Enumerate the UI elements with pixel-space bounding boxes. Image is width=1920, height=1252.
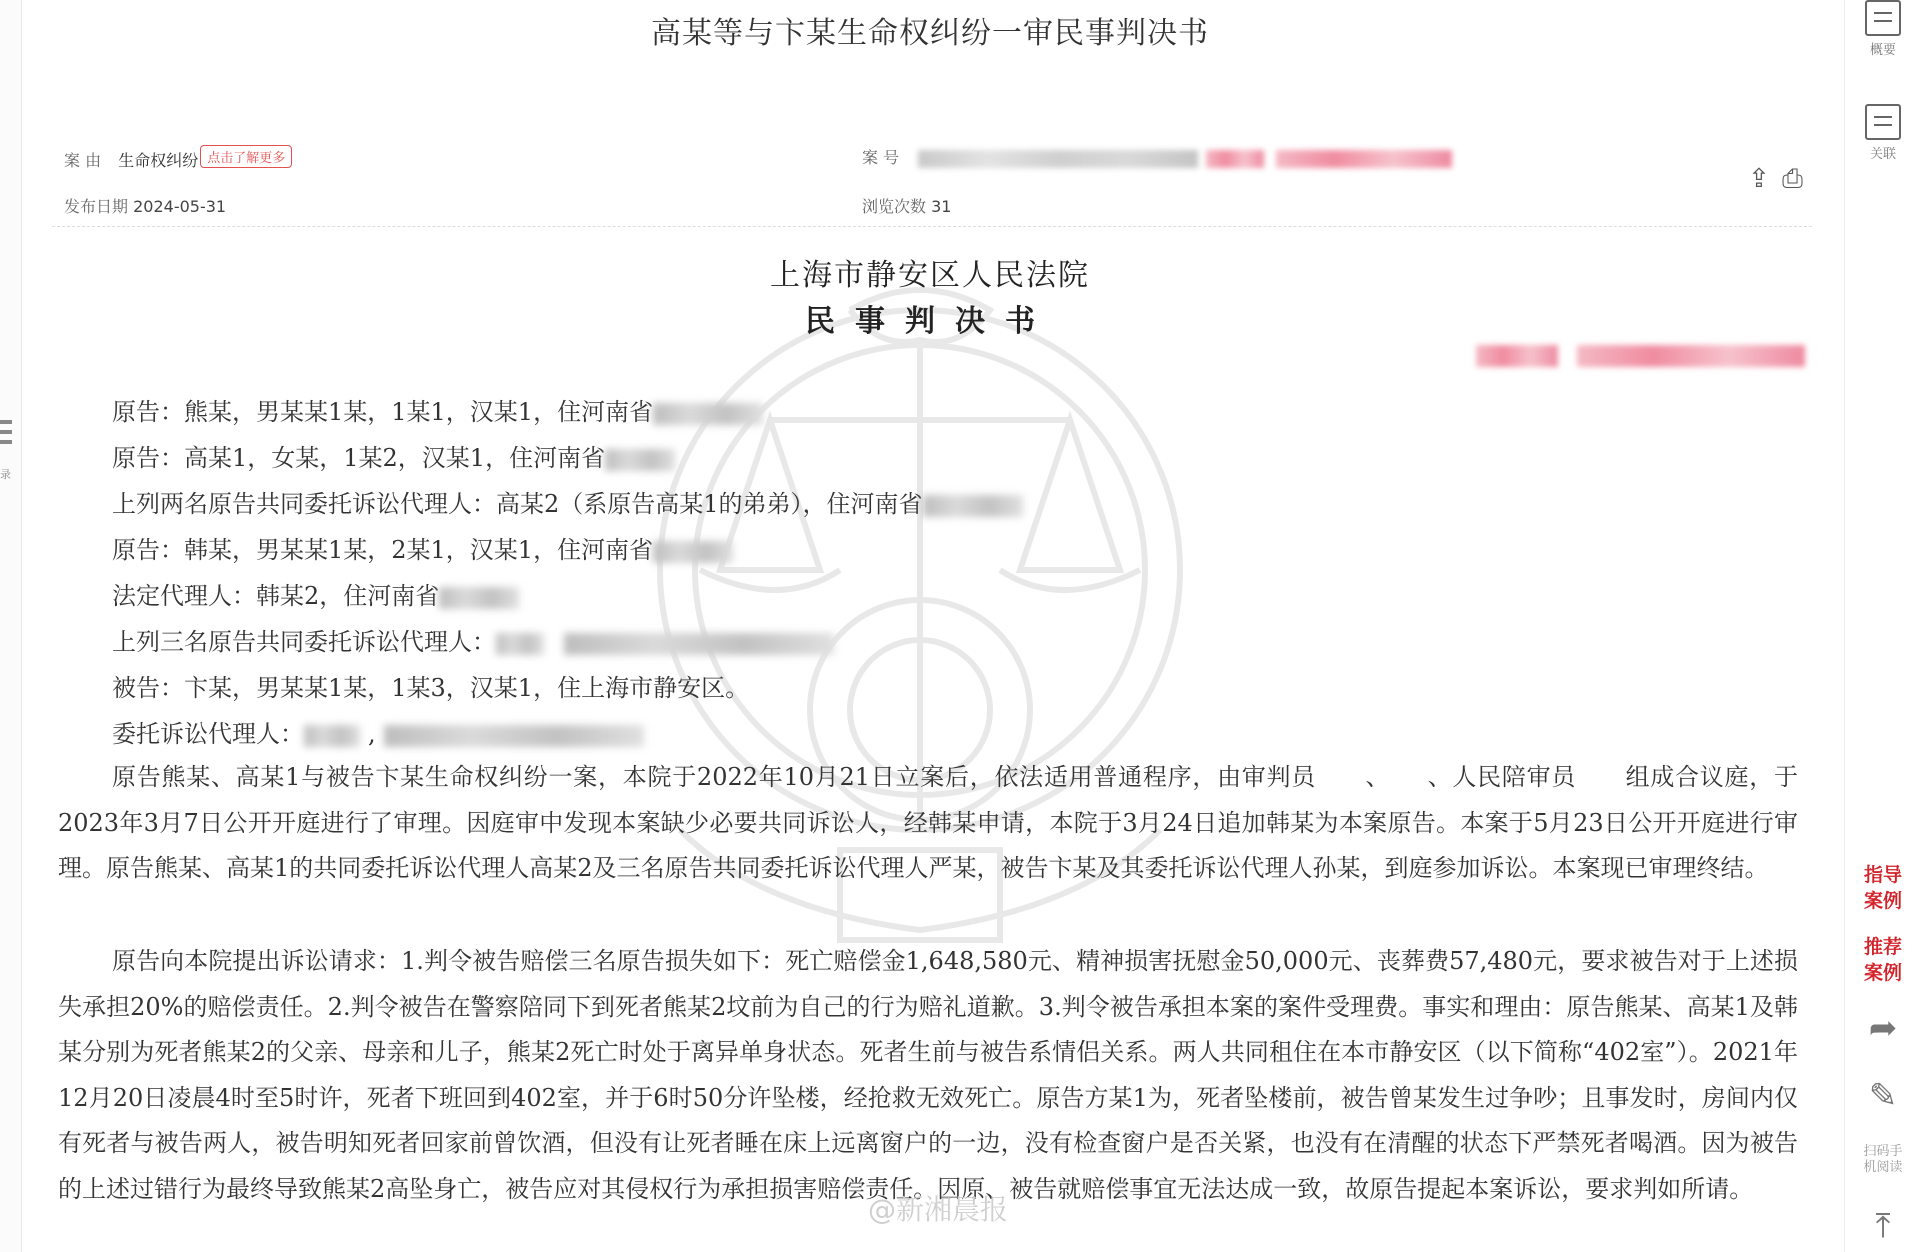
party-text: 法定代理人：韩某2，住河南省 <box>112 582 440 610</box>
summary-icon <box>1865 0 1901 36</box>
redacted-text <box>384 725 644 747</box>
page-title: 高某等与卞某生命权纠纷一审民事判决书 <box>651 16 1209 51</box>
summary-label: 概要 <box>1869 43 1896 58</box>
related-label: 关联 <box>1869 147 1896 162</box>
recommended-case-button[interactable]: 推荐案例 <box>1863 936 1902 984</box>
arrow-up-icon: ⤒ <box>1875 1206 1891 1246</box>
document-type: 民事判决书 <box>805 304 1055 339</box>
party-line <box>112 622 834 657</box>
publish-date <box>64 194 226 217</box>
learn-more-button[interactable]: 点击了解更多 <box>200 145 292 168</box>
party-line <box>112 438 675 473</box>
party-line <box>112 668 749 703</box>
meta-actions <box>1748 164 1803 195</box>
redacted-text <box>653 541 733 563</box>
related-icon <box>1865 104 1901 140</box>
pencil-icon: ✎ <box>1868 1076 1898 1116</box>
party-text: 原告：熊某，男某某1某，1某1，汉某1，住河南省 <box>112 398 654 426</box>
left-rail <box>0 0 22 1252</box>
divider <box>52 226 1812 227</box>
paragraph: 原告向本院提出诉讼请求：1.判令被告赔偿三名原告损失如下：死亡赔偿金1,648,580元、精神损害抚慰金50,000元、丧葬费57,480元，要求被告对于上述损失承担20%的赔偿责任。2.判令被告在警察陪同下到死者熊某2坟前为自己的行为赔礼道歉。3.判令被告承担本案的案件受理费。事实和理由：原告熊某、高某1及韩某分别为死者熊某2的父亲、母亲和儿子，熊某2死亡时处于离异单身状态。死者生前与被告系情侣关系。两人共同租住在本市静安区（以下简称“402室”）。2021年12月20日凌晨4时至5时许，死者下班回到402室，并于6时50分许坠楼，经抢救无效死亡。原告方某1为，死者坠楼前，被告曾某发生过争吵；且事发时，房间内仅有死者与被告两人，被告明知死者回家前曾饮酒，但没有让死者睡在床上远离窗户的一边，没有检查窗户是否关紧，也没有在清醒的状态下严禁死者喝酒。因为被告的上述过错行为最终导致熊某2高坠身亡，被告应对其侵权行为承担损害赔偿责任。因原、被告就赔偿事宜无法达成一致，故原告提起本案诉讼，要求判如所请。 <box>58 947 1798 1203</box>
toc-label: 录 <box>0 468 11 481</box>
redacted-case-number <box>1476 345 1816 373</box>
redacted-text <box>923 495 1023 517</box>
redacted-case-no <box>918 150 1198 168</box>
party-line <box>112 530 733 565</box>
case-no-label: 案 号 <box>862 148 900 167</box>
weibo-watermark: @新湘晨报 <box>868 1193 1009 1226</box>
view-count <box>862 194 951 217</box>
party-line <box>112 576 519 611</box>
publish-date-value: 2024-05-31 <box>133 197 227 216</box>
party-text: 原告：韩某，男某某1某，2某1，汉某1，住河南省 <box>112 536 654 564</box>
court-name: 上海市静安区人民法院 <box>770 258 1090 293</box>
upload-icon[interactable]: ⇪ <box>1748 164 1770 194</box>
redacted-text <box>1476 345 1558 367</box>
party-text: 原告：高某1，女某，1某2，汉某1，住河南省 <box>112 444 606 472</box>
party-line <box>112 484 1023 519</box>
redacted-text <box>496 633 544 655</box>
paragraph: 原告熊某、高某1与被告卞某生命权纠纷一案，本院于2022年10月21日立案后，依法适用普通程序，由审判员 、 、人民陪审员 组成合议庭，于2023年3月7日公开开庭进行了审理。因庭审中发现本案缺少必要共同诉讼人，经韩某申请，本院于3月24日追加韩某为本案原告。本案于5月23日公开开庭进行审理。原告熊某、高某1的共同委托诉讼代理人高某2及三名原告共同委托诉讼代理人严某，被告卞某及其委托诉讼代理人孙某，到庭参加诉讼。本案现已审理终结。 <box>58 763 1798 882</box>
party-text: 被告：卞某，男某某1某，1某3，汉某1，住上海市静安区。 <box>112 674 750 702</box>
redacted-text <box>304 725 360 747</box>
mobile-read-button[interactable]: 扫码手机阅读 <box>1863 1144 1903 1175</box>
redacted-text <box>653 403 763 425</box>
case-number <box>862 145 1452 168</box>
share-icon: ➦ <box>1868 1008 1898 1048</box>
right-tool-rail <box>1844 0 1920 1252</box>
party-text: 委托诉讼代理人： <box>112 720 304 748</box>
edit-button[interactable] <box>1845 1076 1920 1116</box>
party-text: 上列两名原告共同委托诉讼代理人：高某2（系原告高某1的弟弟），住河南省 <box>112 490 923 518</box>
back-to-top-button[interactable] <box>1845 1206 1920 1246</box>
guiding-case-button[interactable]: 指导案例 <box>1863 864 1902 912</box>
related-button[interactable] <box>1845 104 1920 162</box>
print-icon[interactable]: ⎙ <box>1782 164 1803 194</box>
publish-label: 发布日期 <box>64 197 129 216</box>
party-line <box>112 392 763 427</box>
redacted-text <box>439 587 519 609</box>
redacted-text <box>1577 345 1805 367</box>
redacted-watermark <box>1276 150 1452 168</box>
redacted-text <box>605 449 675 471</box>
cause-value: 生命权纠纷 <box>118 151 199 170</box>
summary-button[interactable] <box>1845 0 1920 58</box>
party-text: 上列三名原告共同委托诉讼代理人： <box>112 628 496 656</box>
share-button[interactable] <box>1845 1008 1920 1048</box>
cause-of-action <box>64 145 292 171</box>
views-count: 31 <box>931 197 952 216</box>
party-line: 委托诉讼代理人： , <box>112 714 644 749</box>
cause-label: 案 由 <box>64 151 102 170</box>
views-label: 浏览次数 <box>862 197 927 216</box>
redacted-text <box>564 633 834 655</box>
toc-toggle-icon[interactable] <box>0 420 14 460</box>
redacted-watermark <box>1206 150 1264 168</box>
